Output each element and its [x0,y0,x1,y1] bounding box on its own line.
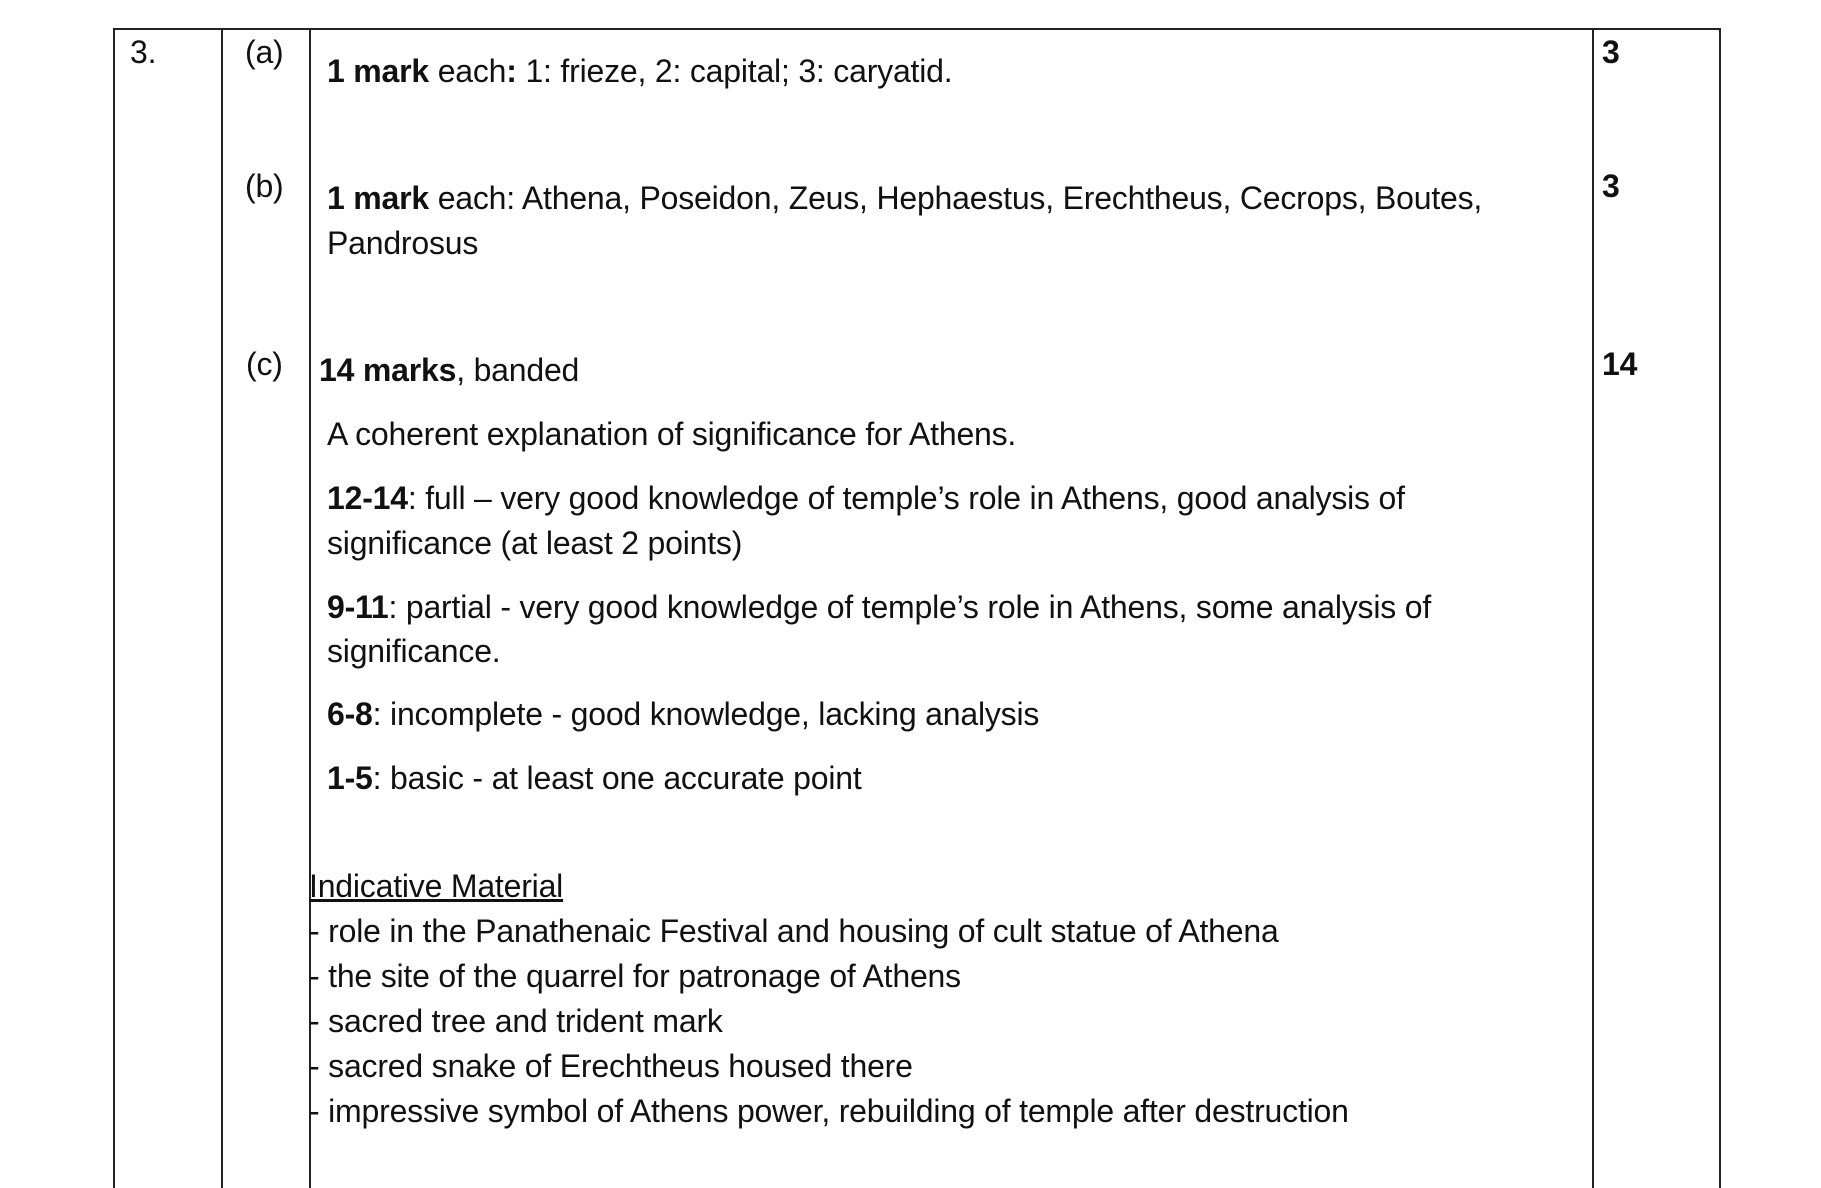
indicative-material-heading: Indicative Material [309,868,564,904]
part-a-bold: 1 mark [327,53,429,89]
band-desc: : incomplete - good knowledge, lacking analysis [372,696,1040,732]
band-range: 6-8 [327,696,373,732]
band-6-8 [327,692,1039,737]
part-c-marks: 14 [1602,346,1638,382]
part-a-each: each [429,53,507,89]
band-range: 9-11 [327,589,389,625]
column-divider-part [221,28,223,1188]
band-9-11-line1 [327,585,1431,630]
band-range: 12-14 [327,480,408,516]
indicative-item: - role in the Panathenaic Festival and housing of cult statue of Athena [309,913,1279,949]
band-desc: : full – very good knowledge of temple’s role in Athens, good analysis of [407,480,1405,516]
band-1-5 [327,756,862,801]
part-a-label: (a) [245,34,284,70]
part-c-bold: 14 marks [319,352,457,388]
band-desc: : partial - very good knowledge of temple’s role in Athens, some analysis of [388,589,1432,625]
part-b-rest: each: Athena, Poseidon, Zeus, Hephaestus, Erechtheus, Cecrops, Boutes, [429,180,1483,216]
part-b-label: (b) [245,168,284,204]
part-a-rest: 1: frieze, 2: capital; 3: caryatid. [516,53,953,89]
part-c-label: (c) [246,346,283,382]
part-c-intro: A coherent explanation of significance for Athens. [327,416,1017,452]
part-b-marks: 3 [1602,168,1620,204]
band-9-11-line2: significance. [327,633,501,669]
indicative-item: - sacred snake of Erechtheus housed there [309,1048,913,1084]
part-a-colon: : [506,53,517,89]
indicative-item: - the site of the quarrel for patronage of Athens [309,958,961,994]
part-a-marks: 3 [1602,34,1620,70]
column-divider-marks [1592,28,1594,1188]
indicative-item: - sacred tree and trident mark [309,1003,723,1039]
indicative-item: - impressive symbol of Athens power, rebuilding of temple after destruction [309,1093,1349,1129]
part-b-bold: 1 mark [327,180,429,216]
part-c-heading [319,348,579,393]
part-b-text-line1 [327,176,1482,221]
part-a-text [327,49,952,94]
part-c-rest: , banded [456,352,580,388]
part-b-text-line2: Pandrosus [327,225,479,261]
band-range: 1-5 [327,760,373,796]
question-number: 3. [130,34,157,70]
band-12-14-line2: significance (at least 2 points) [327,525,743,561]
band-desc: : basic - at least one accurate point [372,760,862,796]
band-12-14-line1 [327,476,1405,521]
